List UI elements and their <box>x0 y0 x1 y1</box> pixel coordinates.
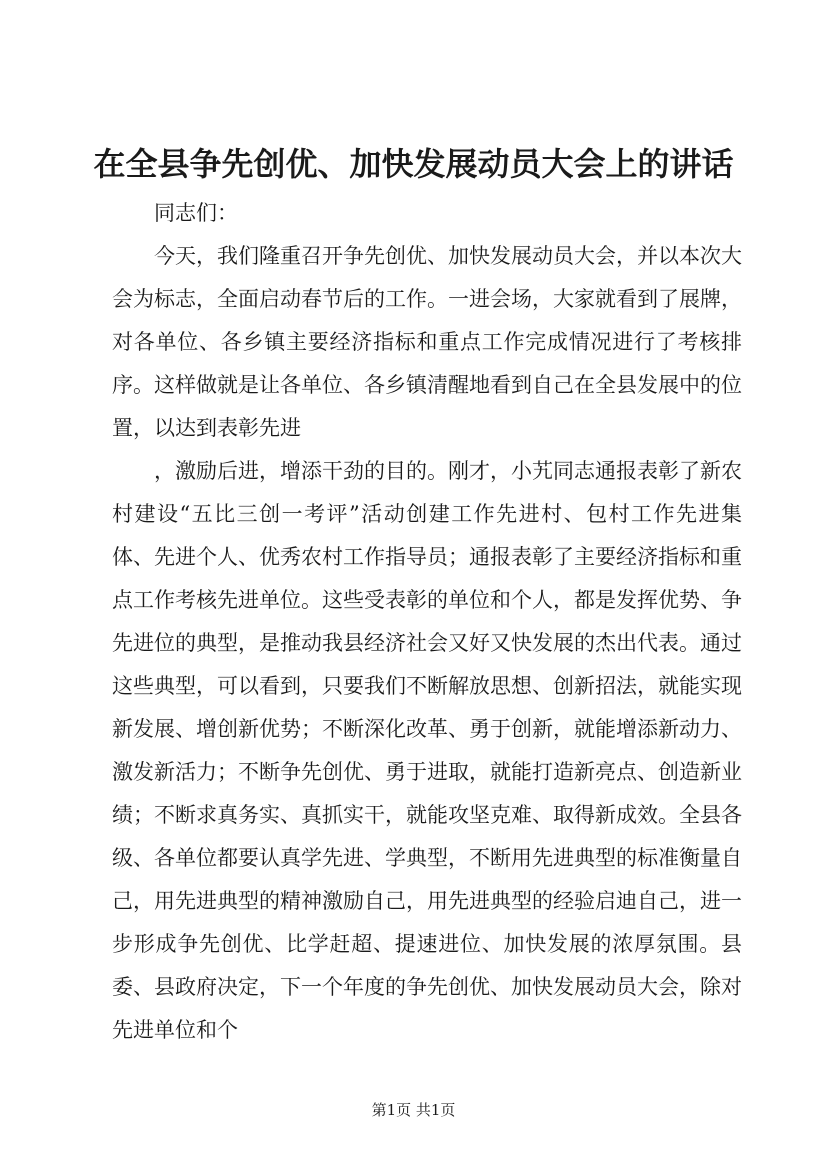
document-title: 在全县争先创优、加快发展动员大会上的讲话 <box>93 145 734 183</box>
paragraph-2: ，激励后进，增添干劲的目的。刚才，小艽同志通报表彰了新农村建设“五比三创一考评”活动创建工作先进村、包村工作先进集体、先进个人、优秀农村工作指导员；通报表彰了主要经济指标和重点工作考核先进单位。这些受表彰的单位和个人，都是发挥优势、争先进位的典型，是推动我县经济社会又好又快发展的杰出代表。通过这些典型，可以看到，只要我们不断解放思想、创新招法，就能实现新发展、增创新优势；不断深化改革、勇于创新，就能增添新动力、激发新活力；不断争先创优、勇于进取，就能打造新亮点、创造新业绩；不断求真务实、真抓实干，就能攻坚克难、取得新成效。全县各级、各单位都要认真学先进、学典型，不断用先进典型的标准衡量自己，用先进典型的精神激励自己，用先进典型的经验启迪自己，进一步形成争先创优、比学赶超、提速进位、加快发展的浓厚氛围。县委、县政府决定，下一个年度的争先创优、加快发展动员大会，除对先进单位和个 <box>112 459 742 1042</box>
page-footer: 第1页 共1页 <box>371 1101 456 1119</box>
salutation: 同志们： <box>154 201 238 225</box>
paragraph-1: 今天，我们隆重召开争先创优、加快发展动员大会，并以本次大会为标志，全面启动春节后的工作。一进会场，大家就看到了展牌，对各单位、各乡镇主要经济指标和重点工作完成情况进行了考核排序。这样做就是让各单位、各乡镇清醒地看到自己在全县发展中的位置，以达到表彰先进 <box>112 244 742 440</box>
document-body <box>112 192 742 1052</box>
